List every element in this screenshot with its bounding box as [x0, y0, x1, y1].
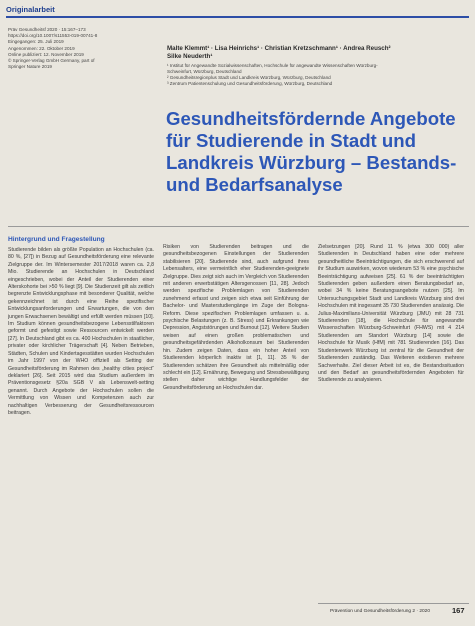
page-number: 167	[452, 606, 465, 615]
body-column-1	[8, 247, 154, 417]
footer-rule	[318, 603, 469, 604]
author-line-1: Malte Klemmt¹ · Lisa Heinrichs¹ · Christian Kretzschmann¹ · Andrea Reusch²	[167, 45, 391, 52]
affiliation-2: ² Gesundheitsregionplus Stadt und Landkreis Würzburg, Würzburg, Deutschland	[167, 75, 331, 80]
affiliation-1-cont: Schweinfurt, Würzburg, Deutschland	[167, 69, 242, 74]
title-line-1: Gesundheitsfördernde Angebote	[166, 108, 456, 129]
title-line-2: für Studierende in Stadt und	[166, 130, 416, 151]
author-line-2: Silke Neuderth¹	[167, 53, 213, 60]
affiliation-1: ¹ Institut für Angewandte Sozialwissenschaften, Hochschule für angewandte Wissenschaften Würzburg-	[167, 63, 378, 68]
top-rule	[6, 16, 469, 18]
published-date: Online publiziert: 12. November 2019	[8, 51, 84, 57]
copyright-line-1: © Springer-Verlag GmbH Germany, part of	[8, 58, 95, 64]
title-line-4: und Bedarfsanalyse	[166, 174, 343, 195]
footer-journal: Prävention und Gesundheitsförderung 2 · 2020	[330, 609, 431, 614]
received-date: Eingegangen: 25. Juli 2019	[8, 39, 64, 45]
section-label: Originalarbeit	[6, 5, 55, 14]
accepted-date: Angenommen: 22. Oktober 2019	[8, 45, 75, 51]
body-column-3	[318, 244, 464, 385]
article-metadata	[8, 27, 136, 70]
affiliation-list	[167, 63, 457, 87]
affiliation-3: ³ Zentrum Patientenschulung und Gesundheitsförderung, Würzburg, Deutschland	[167, 81, 333, 86]
article-title	[166, 108, 468, 196]
citation-line: Präv Gesundheitsf 2020 · 15:167–173	[8, 27, 86, 32]
doi-link[interactable]: https://doi.org/10.1007/s11553-019-00741-8	[8, 33, 98, 39]
author-list	[167, 45, 457, 61]
section-heading-background: Hintergrund und Fragestellung	[8, 236, 105, 243]
copyright-line-2: Springer Nature 2019	[8, 64, 52, 70]
title-line-3: Landkreis Würzburg – Bestands-	[166, 152, 457, 173]
column-2-text: Risiken von Studierenden beitragen und die gesundheitsbezogenen Einstellungen der Studierenden stabilisieren [20]. Studierende sind, auch aufgrund ihres Lebensalters, eine vermeintlich eher Studierenden-geeignete Zielgruppe. Dies zeigt sich auch im Vergleich von Studierenden mit anderen erwerbstätigen Altersgenossen [11, 28]. Jedoch werden spezifische Problemlagen von Studierenden zunehmend erfasst und zeigen sich etwa seit Einführung der Bachelor- und Masterstudiengänge im Zuge der Bologna-Reform. Diese spezifischen Problemlagen umfassen u. a. psychische Belastungen (z. B. Stress) und Erkrankungen wie Depression, Angststörungen und Burnout [12]. Weitere Studien weisen auf einen großen problematischen und gesundheitsgefährdenden Alkoholkonsum bei Studierenden hin. Zudem zeigen Daten, dass ein hoher Anteil von Studierenden körperlich inaktiv ist [1, 11]. 35 % der Studierenden schätzen ihre Gesundheit als mittelmäßig oder schlecht ein [12]. Ernährung, Bewegung und Stressbewältigung stellen daher wichtige Handlungsfelder der Gesundheitsförderung an Hochschulen dar.	[163, 244, 309, 391]
body-column-2	[163, 244, 309, 392]
section-divider	[8, 226, 469, 227]
column-3-text: Zielsetzungen [20]. Rund 11 % (etwa 300 000) aller Studierenden in Deutschland haben eine oder mehrere gesundheitliche Beeinträchtigungen, die sich erschwerend auf ihr Studium auswirken, wovon wiederum 53 % eine psychische Beeinträchtigung aufweisen [25]. 61 % der beeinträchtigten Studierenden geben außerdem einen Beratungsbedarf an, wobei 34 % keine Beratungsangebote nutzen [25]. Im Untersuchungsgebiet Stadt und Landkreis Würzburg sind drei Hochschulen mit insgesamt 35 730 Studierenden ansässig. Die Julius-Maximilians-Universität Würzburg (JMU) mit 28 731 Studierenden [18], die Hochschule für angewandte Wissenschaften Würzburg-Schweinfurt (FHWS) mit 4 214 Studierenden am Standort Würzburg [14] sowie die Hochschule für Musik (HfM) mit 781 Studierenden [16]. Das Studentenwerk Würzburg ist zentral für die Gesundheit der Studierenden zuständig. Das Weiteren existieren mehrere Sachverhalte. Ziel dieser Arbeit ist es, die Bestandssituation und den Bedarf an gesundheitsfördernden Angeboten für Studierende zu analysieren.	[318, 244, 464, 384]
column-1-text: Studierende bilden als größte Population an Hochschulen (ca. 80 %, [27]) in Bezug auf Gesundheitsförderung eine relevante Zielgruppe der. Im Wintersemester 2017/2018 waren ca. 2,8 Mio. Studierende an Hochschulen in Deutschland eingeschrieben, wobei der Anteil der Studierenden einer Alterskohorte bei >50 % liegt [9]. Die Studienzeit gilt als zeitlich begrenzte Entwicklungsphase mit besonderer Qualität, welche gekennzeichnet ist durch eine Reihe spezifischer Entwicklungsanforderungen und Erwartungen, die von den jungen Erwachsenen bewältigt und erfüllt werden müssen [10]. Im Studium können gesundheitsbezogene Lebensstilfaktoren geformt und gefestigt sowie Ressourcen entwickelt werden [27]. In Deutschland gibt es ca. 400 Hochschulen in staatlicher, privater oder kirchlicher Trägerschaft [4]. Neben Betrieben, Städten, Schulen und Kindertagesstätten wurden Hochschulen im Jahr 1997 von der WHO offiziell als Setting der Gesundheitsförderung im Rahmen des „healthy cities project“ deklariert [26]. Seit 2015 wird das Studium außerdem im Präventionsgesetz §20a SGB V als Lebenswelt-setting genannt. Durch Angebote der Hochschulen sollen die Vermittlung von Wissen und Kompetenzen auch zur nachhaltigen Verbesserung der Gesundheitsressourcen beitragen.	[8, 247, 154, 416]
